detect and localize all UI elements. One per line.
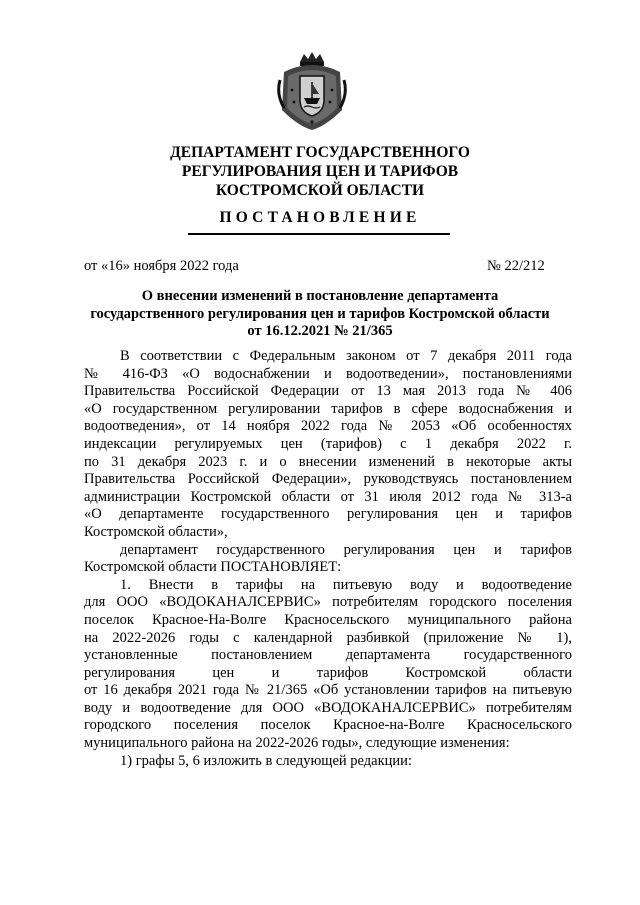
body-line: «О департаменте государственного регулирования цен и тарифов <box>84 506 572 523</box>
body-line: на 2022-2026 годы с календарной разбивкой (приложение № 1), <box>84 629 572 646</box>
department-line: ДЕПАРТАМЕНТ ГОСУДАРСТВЕННОГО <box>170 144 470 161</box>
coat-of-arms-icon <box>276 50 348 132</box>
department-line: КОСТРОМСКОЙ ОБЛАСТИ <box>215 182 425 199</box>
body-line: администрации Костромской области от 31 июля 2012 года № 313-а <box>84 488 572 505</box>
body-line: Костромской области», <box>84 523 228 540</box>
body-line: В соответствии с Федеральным законом от 7 декабря 2011 года <box>120 348 572 364</box>
body-line: Правительства Российской Федерации», руководствуясь постановлением <box>84 471 572 488</box>
body-line: городского поселения поселок Красное-на-Волге Красносельского <box>84 717 572 734</box>
subject-line: государственного регулирования цен и тарифов Костромской области <box>90 305 550 322</box>
body-line: от 16 декабря 2021 года № 21/365 «Об установлении тарифов на питьевую <box>84 682 572 699</box>
title-divider <box>188 233 450 235</box>
document-body <box>84 348 572 770</box>
body-line: регулирования цен и тарифов Костромской области <box>84 664 572 681</box>
body-line: поселок Красное-На-Волге Красносельского муниципального района <box>84 611 572 628</box>
subject-line: О внесении изменений в постановление департамента <box>141 288 499 304</box>
body-line: № 416-ФЗ «О водоснабжении и водоотведении», постановлениями <box>84 365 572 382</box>
document-number: № 22/212 <box>487 258 545 274</box>
document-date: от «16» ноября 2022 года <box>84 258 239 274</box>
body-line: по 31 декабря 2023 г. и о внесении изменений в некоторые акты <box>84 453 572 470</box>
body-line: индексации регулируемых цен (тарифов) с 1 декабря 2022 г. <box>84 435 572 452</box>
body-line: установленные постановлением департамента государственного <box>84 647 572 664</box>
body-line: 1. Внести в тарифы на питьевую воду и водоотведение <box>120 576 572 593</box>
subject-line: от 16.12.2021 № 21/365 <box>247 323 393 339</box>
body-line: департамент государственного регулирования цен и тарифов <box>120 541 572 558</box>
body-line: Костромской области ПОСТАНОВЛЯЕТ: <box>84 559 342 576</box>
department-line: РЕГУЛИРОВАНИЯ ЦЕН И ТАРИФОВ <box>181 163 459 180</box>
body-line: воду и водоотведение для ООО «ВОДОКАНАЛСЕРВИС» потребителям <box>84 699 572 716</box>
body-line: Правительства Российской Федерации от 13 мая 2013 года № 406 <box>84 383 572 400</box>
body-line: муниципального района на 2022-2026 годы», следующие изменения: <box>84 735 510 752</box>
document-type-title: ПОСТАНОВЛЕНИЕ <box>219 209 421 226</box>
department-name <box>0 143 640 200</box>
body-line: водоотведения», от 14 ноября 2022 года № 2053 «Об особенностях <box>84 418 572 435</box>
body-line: 1) графы 5, 6 изложить в следующей редакции: <box>120 752 412 769</box>
body-line: «О государственном регулировании тарифов в сфере водоснабжения и <box>84 400 572 417</box>
document-subject <box>0 288 640 341</box>
body-line: для ООО «ВОДОКАНАЛСЕРВИС» потребителям городского поселения <box>84 594 572 611</box>
